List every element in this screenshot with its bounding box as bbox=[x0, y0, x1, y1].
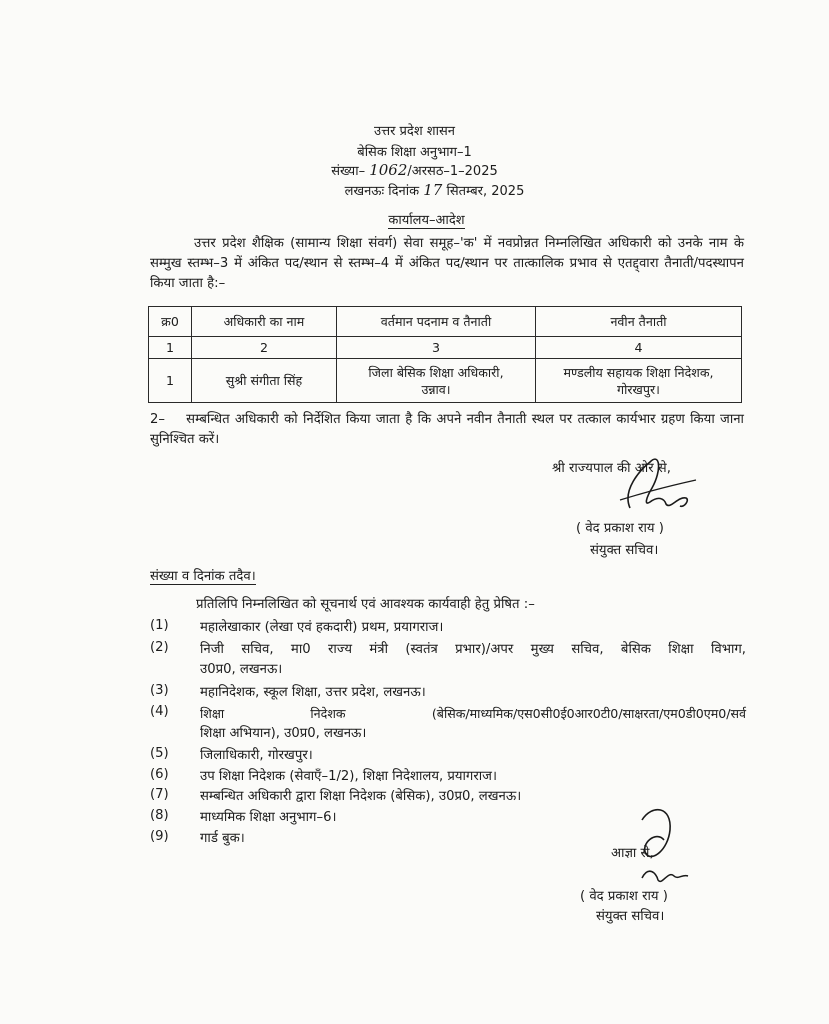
paragraph-2-text: सम्बन्धित अधिकारी को निर्देशित किया जाता है कि अपने नवीन तैनाती स्थल पर तत्काल कार्यभार ग्रहण किया जाना सुनिश्चित करें। bbox=[150, 412, 744, 447]
table-cell-name: सुश्री संगीता सिंह bbox=[192, 359, 337, 403]
table-cell: 2 bbox=[192, 337, 337, 359]
date-prefix: लखनऊः दिनांक bbox=[344, 184, 420, 199]
table-cell: 1 bbox=[149, 337, 192, 359]
number-prefix: संख्या– bbox=[331, 164, 366, 179]
copy-reference-text: संख्या व दिनांक तदैव। bbox=[150, 569, 256, 584]
number-suffix: /अरसठ–1–2025 bbox=[407, 164, 498, 179]
number-handwritten: 1062 bbox=[369, 161, 408, 179]
order-date bbox=[20, 181, 829, 199]
list-item: सम्बन्धित अधिकारी द्वारा शिक्षा निदेशक (बेसिक), उ0प्र0, लखनऊ। bbox=[200, 789, 522, 804]
table-header: क्र0 bbox=[149, 307, 192, 337]
table-header: नवीन तैनाती bbox=[536, 307, 742, 337]
current-post-line2: उन्नाव। bbox=[421, 381, 451, 397]
paragraph-2-number: 2– bbox=[150, 412, 165, 427]
signatory-designation-2: संयुक्त सचिव। bbox=[596, 909, 665, 924]
list-item: उप शिक्षा निदेशक (सेवाएँ–1/2), शिक्षा निदेशालय, प्रयागराज। bbox=[200, 769, 497, 784]
date-handwritten: 17 bbox=[423, 181, 443, 199]
new-post-line1: मण्डलीय सहायक शिक्षा निदेशक, bbox=[563, 364, 714, 380]
list-item-number: (3) bbox=[150, 683, 169, 698]
govt-heading: उत्तर प्रदेश शासन bbox=[373, 124, 456, 139]
list-item-number: (6) bbox=[150, 767, 169, 782]
posting-table bbox=[148, 306, 742, 403]
order-title-text: कार्यालय–आदेश bbox=[388, 213, 465, 228]
table-cell-current bbox=[337, 359, 536, 403]
signature-1 bbox=[600, 440, 710, 530]
list-item-number: (7) bbox=[150, 787, 169, 802]
list-item-number: (1) bbox=[150, 618, 169, 633]
signatory-name-2: ( वेद प्रकाश राय ) bbox=[580, 889, 668, 904]
table-number-row bbox=[149, 337, 742, 359]
current-post-line1: जिला बेसिक शिक्षा अधिकारी, bbox=[368, 364, 504, 380]
table-header: वर्तमान पदनाम व तैनाती bbox=[337, 307, 536, 337]
section-heading: बेसिक शिक्षा अनुभाग–1 bbox=[357, 145, 472, 160]
signatory-name-1: ( वेद प्रकाश राय ) bbox=[576, 521, 664, 536]
order-title bbox=[12, 210, 829, 228]
order-number bbox=[0, 161, 829, 179]
by-order-line: आज्ञा से, bbox=[611, 846, 654, 861]
on-behalf-line: श्री राज्यपाल की ओर से, bbox=[552, 461, 671, 476]
list-item-number: (2) bbox=[150, 640, 169, 655]
date-suffix: सितम्बर, 2025 bbox=[446, 184, 525, 199]
table-header-row bbox=[149, 307, 742, 337]
intro-paragraph: उत्तर प्रदेश शैक्षिक (सामान्य शिक्षा संवर्ग) सेवा समूह–'क' में नवप्रोन्नत निम्नलिखित अधिकारी को उनके नाम के सम्मुख स्तम्भ–3 में अंकित पद/स्थान से स्तम्भ–4 में अंकित पद/स्थान पर तात्कालिक प्रभाव से एतद्द्वारा तैनाती/पदस्थापन किया जाता है:– bbox=[150, 236, 744, 291]
list-item-continued: शिक्षा अभियान), उ0प्र0, लखनऊ। bbox=[200, 726, 367, 741]
signatory-designation-1: संयुक्त सचिव। bbox=[590, 543, 659, 558]
list-item: गार्ड बुक। bbox=[200, 831, 245, 846]
table-cell-new bbox=[536, 359, 742, 403]
copy-reference bbox=[150, 566, 256, 584]
list-item: महानिदेशक, स्कूल शिक्षा, उत्तर प्रदेश, लखनऊ। bbox=[200, 685, 426, 700]
list-item: शिक्षा निदेशक (बेसिक/माध्यमिक/एस0सी0ई0आर0टी0/साक्षरता/एम0डी0एम0/सर्व bbox=[200, 706, 746, 721]
copy-intro: प्रतिलिपि निम्नलिखित को सूचनार्थ एवं आवश्यक कार्यवाही हेतु प्रेषित :– bbox=[196, 597, 535, 612]
list-item-number: (5) bbox=[150, 746, 169, 761]
table-row bbox=[149, 359, 742, 403]
table-cell: 3 bbox=[337, 337, 536, 359]
table-header: अधिकारी का नाम bbox=[192, 307, 337, 337]
list-item: माध्यमिक शिक्षा अनुभाग–6। bbox=[200, 810, 337, 825]
list-item: जिलाधिकारी, गोरखपुर। bbox=[200, 748, 313, 763]
list-item-number: (4) bbox=[150, 704, 169, 719]
list-item-number: (8) bbox=[150, 808, 169, 823]
list-item: महालेखाकार (लेखा एवं हकदारी) प्रथम, प्रयागराज। bbox=[200, 620, 444, 635]
table-cell-sno: 1 bbox=[149, 359, 192, 403]
list-item: निजी सचिव, मा0 राज्य मंत्री (स्वतंत्र प्रभार)/अपर मुख्य सचिव, बेसिक शिक्षा विभाग, bbox=[200, 642, 746, 657]
list-item-continued: उ0प्र0, लखनऊ। bbox=[200, 662, 283, 677]
new-post-line2: गोरखपुर। bbox=[617, 381, 660, 397]
table-cell: 4 bbox=[536, 337, 742, 359]
list-item-number: (9) bbox=[150, 829, 169, 844]
